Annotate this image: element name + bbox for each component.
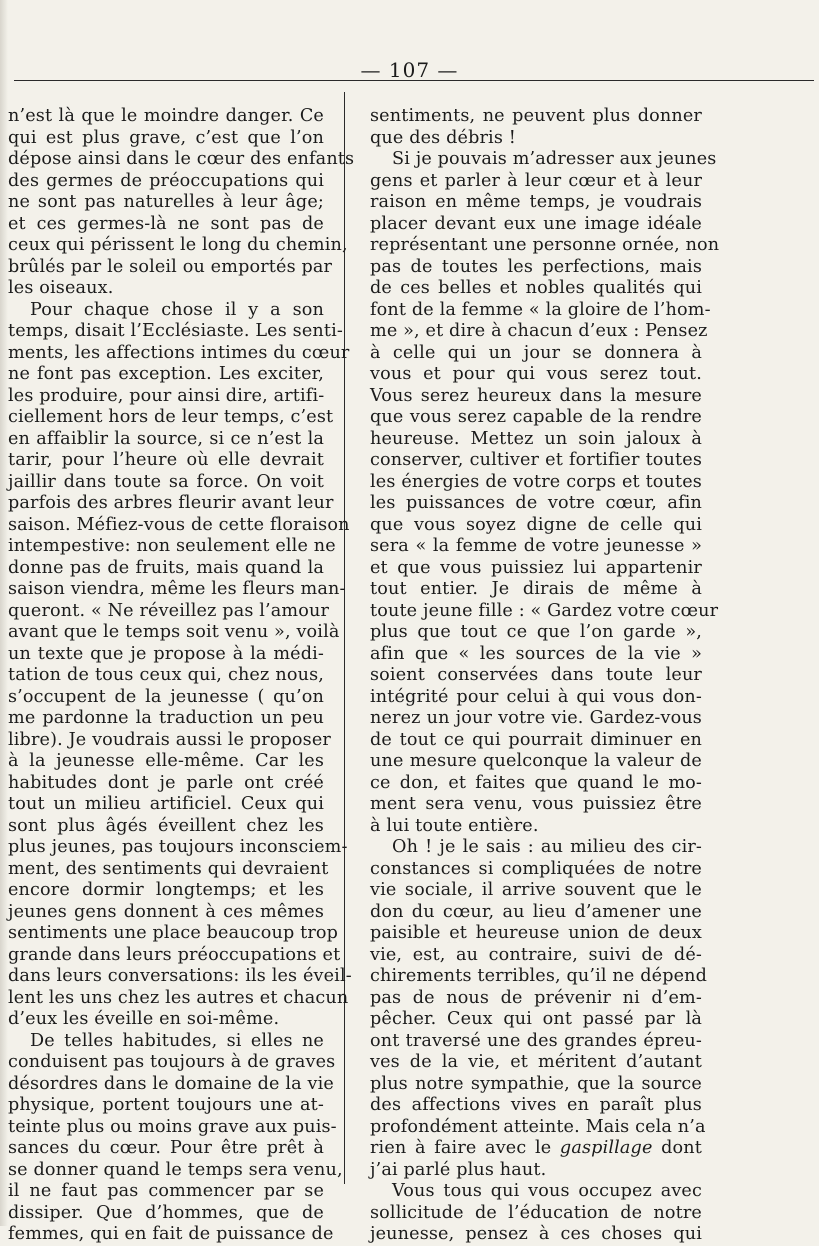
text-line: rien à faire avec le gaspillage dont — [370, 1138, 702, 1158]
text-line: les puissances de votre cœur, afin — [370, 493, 702, 513]
text-line: Oh ! je le sais : au milieu des cir- — [392, 837, 702, 857]
text-line: lent les uns chez les autres et chacun — [8, 987, 349, 1008]
text-line: sances du cœur. Pour être prêt à — [8, 1138, 324, 1158]
text-line: brûlés par le soleil ou emportés par — [8, 256, 333, 277]
text-line: nerez un jour votre vie. Gardez-vous — [370, 708, 702, 728]
text-line: de tout ce qui pourrait diminuer en — [370, 729, 702, 750]
text-line: plus notre sympathie, que la source — [370, 1073, 702, 1094]
text-line: des germes de préoccupations qui — [8, 170, 324, 191]
text-line: les oiseaux. — [8, 278, 114, 298]
text-line: sentiments une place beaucoup trop — [8, 923, 339, 943]
text-line: sont plus âgés éveillent chez les — [8, 815, 324, 836]
text-line: en affaiblir la source, si ce n’est la — [8, 428, 324, 449]
text-line: physique, portent toujours une at- — [8, 1095, 324, 1115]
text-line: queront. « Ne réveillez pas l’amour — [8, 600, 330, 621]
text-line: avant que le temps soit venu », voilà — [8, 622, 340, 642]
text-line: temps, disait l’Ecclésiaste. Les senti- — [8, 321, 343, 341]
text-line: ne font pas exception. Les exciter, — [8, 364, 324, 384]
text-line: afin que « les sources de la vie » — [370, 643, 702, 664]
text-line: jeunesse, pensez à ces choses qui — [370, 1224, 702, 1244]
right-column — [370, 106, 720, 1246]
header-rule — [14, 80, 814, 81]
text-line: jaillir dans toute sa force. On voit — [8, 471, 324, 492]
text-line: qui est plus grave, c’est que l’on — [8, 127, 324, 148]
scan-edge-shadow — [0, 0, 8, 1226]
text-line: Vous tous qui vous occupez avec — [392, 1181, 702, 1201]
text-line: pêcher. Ceux qui ont passé par là — [370, 1009, 702, 1029]
text-line: plus que tout ce que l’on garde », — [370, 622, 702, 642]
text-line: conserver, cultiver et fortifier toutes — [370, 450, 702, 470]
text-line: don du cœur, au lieu d’amener une — [370, 901, 702, 922]
text-line: font de la femme « la gloire de l’hom- — [370, 299, 711, 320]
text-line: tout un milieu artificiel. Ceux qui — [8, 794, 324, 814]
text-line: grande dans leurs préoccupations et — [8, 944, 341, 965]
text-line: à la jeunesse elle-même. Car les — [8, 751, 324, 771]
text-line: sera « la femme de votre jeunesse » — [370, 536, 702, 556]
text-line: teinte plus ou moins grave aux puis- — [8, 1116, 337, 1137]
text-line: il ne faut pas commencer par se — [8, 1181, 324, 1201]
text-line: sollicitude de l’éducation de notre — [370, 1202, 702, 1223]
text-line: ves de la vie, et méritent d’autant — [370, 1052, 702, 1072]
text-line: soient conservées dans toute leur — [370, 665, 702, 685]
text-line: plus jeunes, pas toujours inconsciem- — [8, 837, 348, 857]
text-line: constances si compliquées de notre — [370, 858, 702, 879]
text-line: ne sont pas naturelles à leur âge; — [8, 192, 324, 212]
text-line: placer devant eux une image idéale — [370, 213, 702, 234]
text-line: profondément atteinte. Mais cela n’a — [370, 1116, 706, 1137]
text-line: n’est là que le moindre danger. Ce — [8, 106, 324, 126]
text-line: Vous serez heureux dans la mesure — [370, 385, 702, 406]
text-line: dissiper. Que d’hommes, que de — [8, 1202, 324, 1223]
text-line: que vous serez capable de la rendre — [370, 407, 702, 427]
text-line: Pour chaque chose il y a son — [30, 299, 324, 320]
text-line: intégrité pour celui à qui vous don- — [370, 686, 702, 707]
text-line: ceux qui périssent le long du chemin, — [8, 235, 348, 255]
text-line: pas de toutes les perfections, mais — [370, 256, 702, 277]
text-line: habitudes dont je parle ont créé — [8, 772, 324, 793]
text-line: dépose ainsi dans le cœur des enfants — [8, 149, 355, 169]
text-line: ment sera venu, vous puissiez être — [370, 794, 702, 814]
text-line: De telles habitudes, si elles ne — [30, 1030, 324, 1051]
text-line: une mesure quelconque la valeur de — [370, 751, 702, 771]
text-line: jeunes gens donnent à ces mêmes — [8, 901, 324, 922]
text-line: vie sociale, il arrive souvent que le — [370, 880, 702, 900]
text-line: sentiments, ne peuvent plus donner — [370, 106, 702, 126]
text-line: s’occupent de la jeunesse ( qu’on — [8, 686, 324, 707]
text-line: et ces germes-là ne sont pas de — [8, 213, 324, 234]
text-line: ce don, et faites que quand le mo- — [370, 772, 702, 793]
text-line: que des débris ! — [370, 127, 516, 148]
text-line: d’eux les éveille en soi-même. — [8, 1009, 280, 1029]
text-line: heureuse. Mettez un soin jaloux à — [370, 428, 702, 449]
text-line: que vous soyez digne de celle qui — [370, 514, 702, 535]
text-line: femmes, qui en fait de puissance de — [8, 1224, 334, 1244]
text-line: se donner quand le temps sera venu, — [8, 1159, 343, 1180]
text-line: les énergies de votre corps et toutes — [370, 471, 702, 492]
text-line: dans leurs conversations: ils les éveil- — [8, 966, 352, 986]
text-line: tout entier. Je dirais de même à — [370, 579, 702, 599]
text-line: paisible et heureuse union de deux — [370, 923, 702, 943]
text-line: me », et dire à chacun d’eux : Pensez — [370, 321, 708, 341]
text-line: des affections vives en paraît plus — [370, 1095, 702, 1115]
text-line: intempestive: non seulement elle ne — [8, 536, 336, 556]
text-line: à celle qui un jour se donnera à — [370, 342, 702, 363]
text-line: un texte que je propose à la médi- — [8, 643, 324, 664]
text-line: Si je pouvais m’adresser aux jeunes — [392, 149, 717, 169]
text-line: tarir, pour l’heure où elle devrait — [8, 450, 324, 470]
text-line: ont traversé une des grandes épreu- — [370, 1030, 702, 1051]
text-line: donne pas de fruits, mais quand la — [8, 557, 324, 578]
text-line: gens et parler à leur cœur et à leur — [370, 170, 702, 191]
text-line: pas de nous de prévenir ni d’em- — [370, 987, 702, 1008]
text-line: représentant une personne ornée, non — [370, 235, 720, 255]
text-line: vous et pour qui vous serez tout. — [370, 364, 702, 384]
text-line: saison viendra, même les fleurs man- — [8, 579, 346, 599]
left-column — [8, 106, 355, 1246]
text-line: ciellement hors de leur temps, c’est — [8, 407, 334, 427]
text-line: et que vous puissiez lui appartenir — [370, 557, 702, 578]
text-line: désordres dans le domaine de la vie — [8, 1073, 334, 1094]
text-line: toute jeune fille : « Gardez votre cœur — [370, 600, 719, 621]
text-line: encore dormir longtemps; et les — [8, 880, 324, 900]
text-line: j’ai parlé plus haut. — [370, 1159, 547, 1180]
text-line: me pardonne la traduction un peu — [8, 708, 324, 728]
text-line: raison en même temps, je voudrais — [370, 192, 702, 212]
text-line: libre). Je voudrais aussi le proposer — [8, 729, 331, 750]
text-line: chirements terribles, qu’il ne dépend — [370, 966, 708, 986]
text-line: tation de tous ceux qui, chez nous, — [8, 665, 324, 685]
text-line: les produire, pour ainsi dire, artifi- — [8, 385, 325, 406]
text-line: parfois des arbres fleurir avant leur — [8, 493, 334, 513]
text-line: à lui toute entière. — [370, 815, 539, 836]
text-line: vie, est, au contraire, suivi de dé- — [370, 944, 702, 965]
text-line: ment, des sentiments qui devraient — [8, 858, 329, 879]
text-line: de ces belles et nobles qualités qui — [370, 278, 702, 298]
column-divider — [344, 92, 345, 1184]
text-line: saison. Méfiez-vous de cette floraison — [8, 514, 350, 535]
text-line: conduisent pas toujours à de graves — [8, 1052, 336, 1072]
text-line: ments, les affections intimes du cœur — [8, 342, 350, 363]
page-number: — 107 — — [360, 58, 459, 82]
